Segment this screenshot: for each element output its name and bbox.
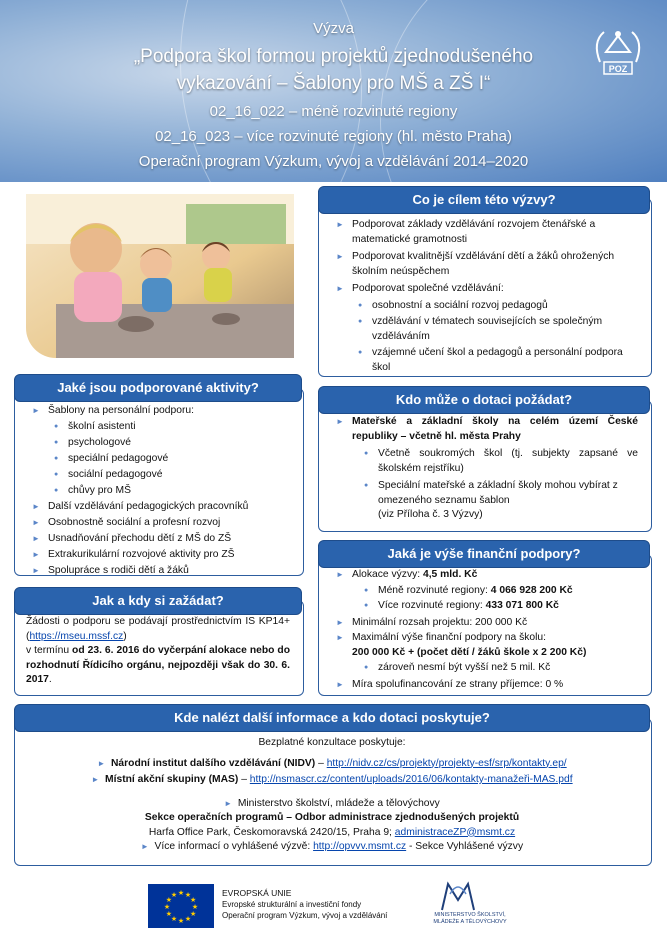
goal-sub-1: ● osobnostní a sociální rozvoj pedagogů	[336, 299, 636, 314]
info-more: ► Více informací o vyhlášené výzvě: http://opvvv.msmt.cz - Sekce Vyhlášené výzvy	[140, 841, 524, 852]
goal-item-2: ► Podporovat kvalitnější vzdělávání dětí a žáků ohrožených školním neúspěchem	[336, 250, 636, 279]
eu-funds: Evropské strukturální a investiční fondy	[222, 900, 362, 909]
who-sub-2: ● Speciální mateřské a základní školy mohou vybírat z omezeného seznamu šablon (viz Příloha č. 3 Výzvy)	[336, 479, 638, 523]
header-code-023: 02_16_023 – více rozvinuté regiony (hl. město Praha)	[155, 128, 512, 145]
header-label: Výzva	[313, 20, 354, 37]
apply-title: Jak a kdy si zažádat?	[14, 587, 302, 615]
eu-star: ★	[189, 911, 197, 918]
email-link[interactable]: administraceZP@msmt.cz	[394, 826, 516, 838]
mseu-link[interactable]: https://mseu.mssf.cz	[29, 630, 124, 642]
goal-sub-2: ● vzdělávání v tématech souvisejících se společným vzděláváním	[336, 315, 636, 344]
eu-star: ★	[177, 918, 185, 925]
apply-text	[26, 615, 290, 688]
activity-sub-5: ● chůvy pro MŠ	[32, 484, 296, 499]
mas-link[interactable]: http://nsmascr.cz/content/uploads/2016/06/kontakty-manažeři-MAS.pdf	[249, 774, 573, 785]
who-sub-1: ● Včetně soukromých škol (tj. subjekty zapsané ve školském rejstříku)	[336, 447, 638, 476]
goal-title: Co je cílem této výzvy?	[318, 186, 650, 214]
goal-sub-3: ● vzájemné učení škol a pedagogů a personální podpora škol	[336, 346, 636, 375]
poz-logo	[586, 22, 650, 86]
activity-sub-1: ● školní asistenti	[32, 420, 296, 435]
info-address: Harfa Office Park, Českomoravská 2420/15, Praha 9; administraceZP@msmt.cz	[148, 826, 516, 838]
info-content	[20, 736, 644, 855]
finance-cofinancing: ► Míra spolufinancování ze strany příjemce: 0 %	[336, 678, 642, 693]
eu-star: ★	[189, 897, 197, 904]
activity-item-3: ► Osobnostně sociální a profesní rozvoj	[32, 516, 296, 531]
activity-item-4: ► Usnadňování přechodu dětí z MŠ do ZŠ	[32, 532, 296, 547]
header-title-line1: „Podpora škol formou projektů zjednodušeného	[133, 46, 534, 67]
info-mas: ► Místní akční skupiny (MAS) – http://nsmascr.cz/content/uploads/2016/06/kontakty-manažeři-MAS.pdf	[91, 774, 573, 785]
eu-star: ★	[170, 916, 178, 924]
goal-item-1: ► Podporovat základy vzdělávání rozvojem čtenářské a matematické gramotnosti	[336, 218, 636, 247]
apply-para-2: v termínu od 23. 6. 2016 do vyčerpání alokace nebo do rozhodnutí Řídicího orgánu, nejpozději však do 30. 6. 2017.	[26, 645, 290, 685]
nidv-link[interactable]: http://nidv.cz/cs/projekty/projekty-esf/srp/kontakty.ep/	[326, 757, 567, 769]
activity-item-2: ► Další vzdělávání pedagogických pracovníků	[32, 500, 296, 515]
eu-star: ★	[170, 891, 178, 899]
header-title-line2: vykazování – Šablony pro MŠ a ZŠ I“	[176, 73, 491, 94]
eu-star: ★	[177, 890, 185, 897]
info-consult: Bezplatné konzultace poskytuje:	[258, 737, 406, 748]
eu-star: ★	[184, 916, 192, 924]
poz-logo-text: POZ	[608, 64, 628, 74]
activity-item-5: ► Extrakurikulární rozvojové aktivity pro ZŠ	[32, 548, 296, 563]
info-title: Kde nalézt další informace a kdo dotaci poskytuje?	[14, 704, 650, 732]
header-banner	[0, 0, 667, 182]
goal-item-3: ► Podporovat společné vzdělávání:	[336, 282, 636, 297]
finance-max: ► Maximální výše finanční podpory na školu: 200 000 Kč + (počet dětí / žáků škole x 2 200 Kč)	[336, 631, 642, 660]
who-title: Kdo může o dotaci požádat?	[318, 386, 650, 414]
who-item-1: ► Mateřské a základní školy na celém území České republiky – včetně hl. města Prahy	[336, 415, 638, 444]
info-ministry: ► Ministerstvo školství, mládeže a tělovýchovy	[224, 797, 440, 809]
activities-title: Jaké jsou podporované aktivity?	[14, 374, 302, 402]
who-list	[336, 415, 638, 523]
eu-title: EVROPSKÁ UNIE	[222, 888, 292, 898]
finance-allocation: ► Alokace výzvy: 4,5 mld. Kč	[336, 568, 642, 583]
activity-item-6: ► Spolupráce s rodiči dětí a žáků	[32, 564, 296, 579]
msmt-logo	[440, 880, 476, 912]
eu-star: ★	[165, 911, 173, 918]
msmt-text	[420, 912, 520, 926]
header-code-022: 02_16_022 – méně rozvinuté regiony	[209, 103, 458, 120]
finance-min: ► Minimální rozsah projektu: 200 000 Kč	[336, 616, 642, 631]
msmt-line2: MLÁDEŽE A TĚLOVÝCHOVY	[433, 919, 507, 925]
opvvv-link[interactable]: http://opvvv.msmt.cz	[313, 841, 407, 852]
eu-star: ★	[191, 904, 199, 911]
activity-sub-3: ● speciální pedagogové	[32, 452, 296, 467]
activity-sub-2: ● psychologové	[32, 436, 296, 451]
finance-less-developed: ● Méně rozvinuté regiony: 4 066 928 200 Kč	[336, 584, 642, 599]
info-section: Sekce operačních programů – Odbor administrace zjednodušených projektů	[144, 812, 520, 823]
activity-item-1: ► Šablony na personální podporu:	[32, 404, 296, 419]
goal-list	[336, 218, 636, 375]
eu-star: ★	[163, 904, 171, 911]
finance-more-developed: ● Více rozvinuté regiony: 433 071 800 Kč	[336, 599, 642, 614]
header-program: Operační program Výzkum, vývoj a vzdělávání 2014–2020	[138, 153, 529, 170]
info-nidv: ► Národní institut dalšího vzdělávání (NIDV) – http://nidv.cz/cs/projekty/projekty-esf/srp/kontakty.ep/	[97, 757, 567, 769]
finance-max-limit: ● zároveň nesmí být vyšší než 5 mil. Kč	[336, 661, 642, 676]
eu-text	[222, 888, 387, 921]
finance-list	[336, 568, 642, 692]
activity-sub-4: ● sociální pedagogové	[32, 468, 296, 483]
eu-star: ★	[165, 897, 173, 904]
msmt-line1: MINISTERSTVO ŠKOLSTVÍ,	[434, 912, 506, 918]
activities-list	[32, 404, 296, 579]
eu-flag	[148, 884, 214, 928]
apply-para-1: Žádosti o podporu se podávají prostřednictvím IS KP14+ (https://mseu.mssf.cz)	[26, 616, 290, 642]
children-photo	[26, 194, 294, 358]
eu-program: Operační program Výzkum, vývoj a vzdělávání	[222, 911, 388, 920]
finance-title: Jaká je výše finanční podpory?	[318, 540, 650, 568]
eu-star: ★	[184, 891, 192, 899]
